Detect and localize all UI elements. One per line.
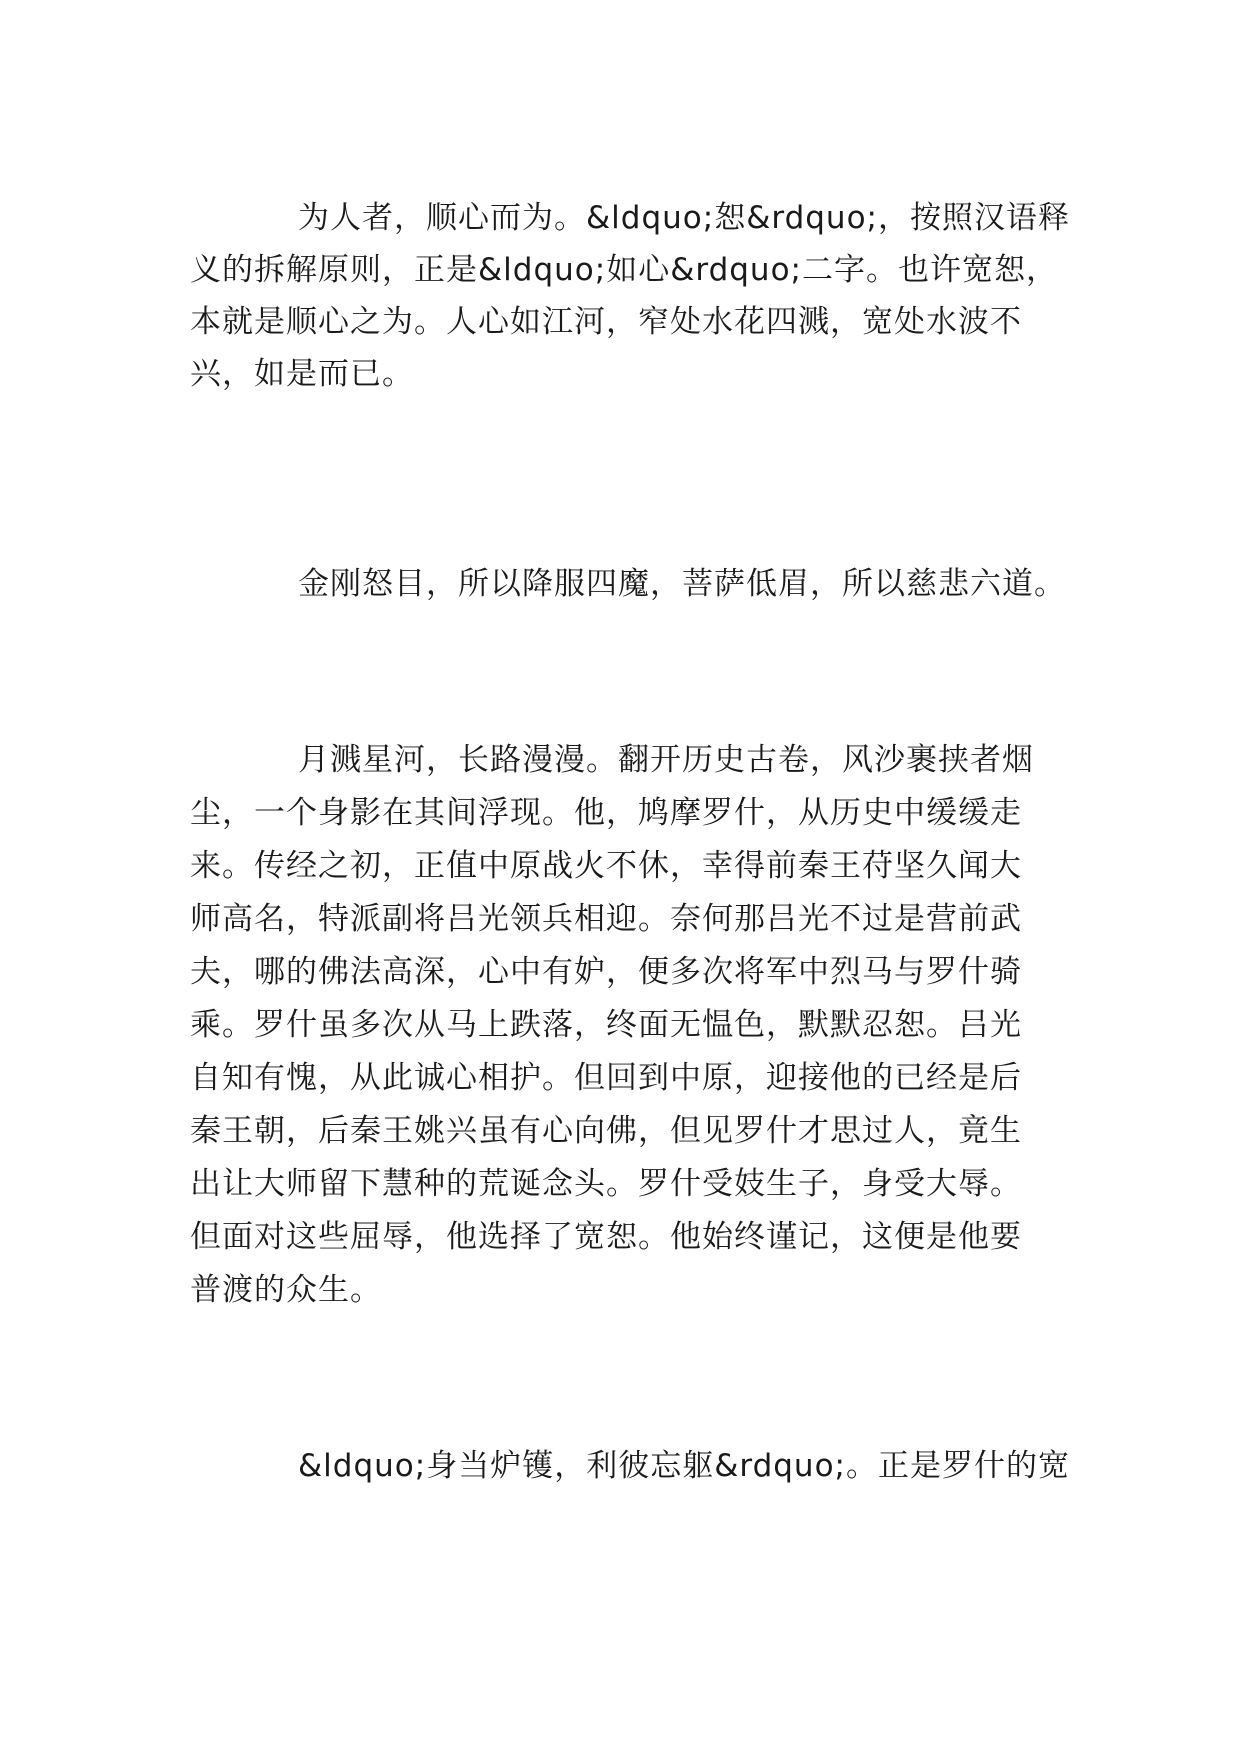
text-line: 月溅星河，长路漫漫。翻开历史古卷，风沙裹挟者烟 — [298, 742, 1034, 778]
text-line: 兴，如是而已。 — [190, 356, 414, 392]
text-line: 秦王朝，后秦王姚兴虽有心向佛，但见罗什才思过人，竟生 — [190, 1113, 1022, 1149]
text-line: 师高名，特派副将吕光领兵相迎。奈何那吕光不过是营前武 — [190, 901, 1022, 937]
text-line: 自知有愧，从此诚心相护。但回到中原，迎接他的已经是后 — [190, 1060, 1022, 1096]
text-line: 夫，哪的佛法高深，心中有妒，便多次将军中烈马与罗什骑 — [190, 954, 1022, 990]
text-line: 金刚怒目，所以降服四魔，菩萨低眉，所以慈悲六道。 — [298, 566, 1066, 602]
text-line: 来。传经之初，正值中原战火不休，幸得前秦王苻坚久闻大 — [190, 848, 1022, 884]
text-line: 为人者，顺心而为。&ldquo;恕&rdquo;，按照汉语释 — [298, 200, 1070, 236]
text-line: 乘。罗什虽多次从马上跌落，终面无愠色，默默忍恕。吕光 — [190, 1007, 1022, 1043]
text-line: 普渡的众生。 — [190, 1272, 382, 1308]
text-line: 尘，一个身影在其间浮现。他，鸠摩罗什，从历史中缓缓走 — [190, 795, 1022, 831]
text-line: 出让大师留下慧种的荒诞念头。罗什受妓生子，身受大辱。 — [190, 1166, 1022, 1202]
text-line: &ldquo;身当炉镬，利彼忘躯&rdquo;。正是罗什的宽 — [298, 1448, 1070, 1484]
text-line: 义的拆解原则，正是&ldquo;如心&rdquo;二字。也许宽恕， — [190, 252, 1058, 288]
text-line: 本就是顺心之为。人心如江河，窄处水花四溅，宽处水波不 — [190, 304, 1022, 340]
text-line: 但面对这些屈辱，他选择了宽恕。他始终谨记，这便是他要 — [190, 1219, 1022, 1255]
